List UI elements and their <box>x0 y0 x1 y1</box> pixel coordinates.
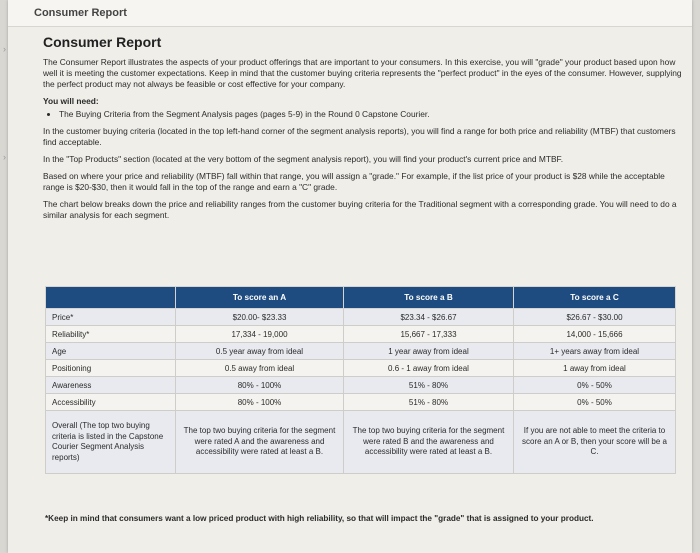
table-cell: The top two buying criteria for the segment were rated B and the awareness and accessibility were rated at least a B. <box>344 411 514 474</box>
page-title: Consumer Report <box>43 34 162 50</box>
grading-table <box>45 286 676 474</box>
footnote: *Keep in mind that consumers want a low priced product with high reliability, so that will impact the "grade" that is assigned to your product. <box>45 514 594 523</box>
table-cell: 1+ years away from ideal <box>514 343 676 360</box>
table-cell: 0.6 - 1 away from ideal <box>344 360 514 377</box>
topbar-title: Consumer Report <box>34 7 127 19</box>
table-row <box>46 326 676 343</box>
table-cell: 80% - 100% <box>176 394 344 411</box>
table-row <box>46 411 676 474</box>
table-header: To score an A <box>176 287 344 309</box>
need-list <box>43 109 683 120</box>
need-item: • The Buying Criteria from the Segment Analysis pages (pages 5-9) in the Round 0 Capstone Courier. <box>59 109 683 120</box>
table-cell: 17,334 - 19,000 <box>176 326 344 343</box>
table-cell: Age <box>46 343 176 360</box>
table-cell: $23.34 - $26.67 <box>344 309 514 326</box>
table-row <box>46 309 676 326</box>
table-cell: If you are not able to meet the criteria to score an A or B, then your score will be a C. <box>514 411 676 474</box>
table-cell: 51% - 80% <box>344 377 514 394</box>
table-row <box>46 377 676 394</box>
table-cell: 0.5 year away from ideal <box>176 343 344 360</box>
table-header: To score a C <box>514 287 676 309</box>
table-cell: 80% - 100% <box>176 377 344 394</box>
table-cell: 15,667 - 17,333 <box>344 326 514 343</box>
table-cell: Awareness <box>46 377 176 394</box>
table-cell: $20.00- $23.33 <box>176 309 344 326</box>
table-cell: $26.67 - $30.00 <box>514 309 676 326</box>
table-cell: Accessibility <box>46 394 176 411</box>
table-header <box>46 287 176 309</box>
table-row <box>46 360 676 377</box>
paragraph-grade: Based on where your price and reliability (MTBF) fall within that range, you will assign a "grade." For example, if the list price of your product is $28 while the acceptable range is $20-$30, then it would fall in the top of the range and earn a "C" grade. <box>43 171 665 192</box>
table-cell: Price* <box>46 309 176 326</box>
table-cell: 51% - 80% <box>344 394 514 411</box>
chevron-right-icon[interactable]: › <box>3 152 6 162</box>
table-cell: 0% - 50% <box>514 377 676 394</box>
intro-paragraph: The Consumer Report illustrates the aspects of your product offerings that are important to your consumers. In this exercise, you will "grade" your product based upon how well it is meeting the customer expectations. Keep in mind that the customer buying criteria represents the "perfect product" in the eyes of the consumer. However, supplying the perfect product may not always be feasible or cost effective for your company. <box>43 57 682 89</box>
paragraph-buying-criteria: In the customer buying criteria (located in the top left-hand corner of the segment analysis reports), you will find a range for both price and reliability (MTBF) that customers find acceptable. <box>43 126 676 147</box>
table-cell: Overall (The top two buying criteria is listed in the Capstone Courier Segment Analysis reports) <box>46 411 176 474</box>
paragraph-chart: The chart below breaks down the price and reliability ranges from the customer buying criteria for the Traditional segment with a corresponding grade. You will need to do a similar analysis for each segment. <box>43 199 677 220</box>
main-content <box>43 34 683 227</box>
table-row <box>46 343 676 360</box>
paragraph-top-products: In the "Top Products" section (located at the very bottom of the segment analysis report), you will find your product's current price and MTBF. <box>43 154 564 164</box>
table-cell: Reliability* <box>46 326 176 343</box>
top-bar <box>8 0 692 27</box>
table-cell: Positioning <box>46 360 176 377</box>
need-label: You will need: <box>43 96 99 106</box>
table-header: To score a B <box>344 287 514 309</box>
table-cell: 14,000 - 15,666 <box>514 326 676 343</box>
table-row <box>46 394 676 411</box>
table-cell: 1 away from ideal <box>514 360 676 377</box>
table-cell: 0.5 away from ideal <box>176 360 344 377</box>
table-cell: 1 year away from ideal <box>344 343 514 360</box>
chevron-right-icon[interactable]: › <box>3 44 6 54</box>
table-cell: 0% - 50% <box>514 394 676 411</box>
table-header-row <box>46 287 676 309</box>
table-cell: The top two buying criteria for the segment were rated A and the awareness and accessibility were rated at least a B. <box>176 411 344 474</box>
